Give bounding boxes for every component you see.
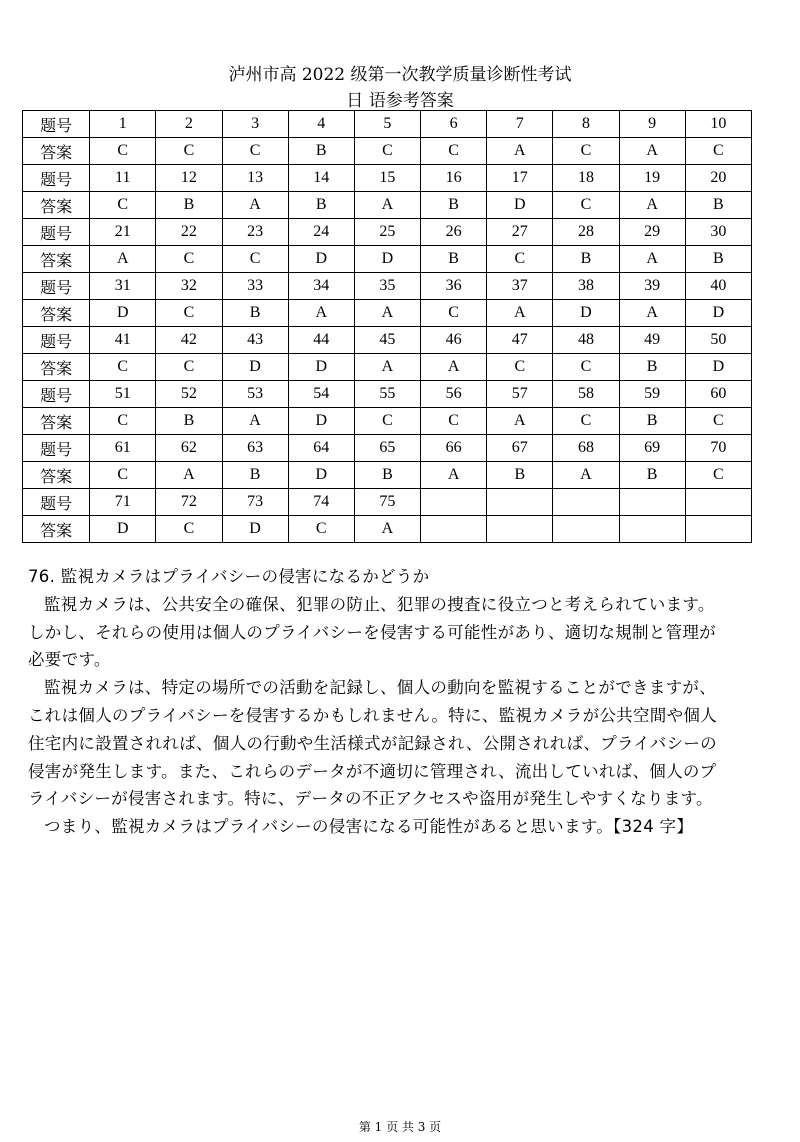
question-number-cell: 48	[553, 327, 619, 354]
question-number-cell: 47	[487, 327, 553, 354]
answer-cell: C	[553, 408, 619, 435]
document-title: 泸州市高 2022 级第一次教学质量诊断性考试	[228, 65, 572, 85]
answer-cell: D	[354, 246, 420, 273]
question-number-cell: 36	[421, 273, 487, 300]
answer-cell: B	[288, 138, 354, 165]
answer-cell	[553, 516, 619, 543]
row-label: 答案	[23, 300, 90, 327]
row-label: 题号	[23, 327, 90, 354]
answer-cell: A	[619, 246, 685, 273]
answer-cell: A	[354, 516, 420, 543]
question-number-cell: 7	[487, 111, 553, 138]
question-number-cell	[619, 489, 685, 516]
question-number-cell: 6	[421, 111, 487, 138]
question-number-cell: 13	[222, 165, 288, 192]
answer-cell: C	[421, 300, 487, 327]
answer-cell: A	[222, 408, 288, 435]
question-number-cell: 11	[90, 165, 156, 192]
answer-cell: C	[222, 246, 288, 273]
question-number-cell: 19	[619, 165, 685, 192]
question-number-cell: 5	[354, 111, 420, 138]
question-number-cell: 17	[487, 165, 553, 192]
question-number-cell: 67	[487, 435, 553, 462]
answer-cell: C	[156, 354, 222, 381]
answer-cell	[619, 516, 685, 543]
question-number-cell: 10	[685, 111, 751, 138]
question-number-cell	[487, 489, 553, 516]
question-number-row	[23, 165, 752, 192]
question-number-cell: 28	[553, 219, 619, 246]
answer-cell: A	[90, 246, 156, 273]
answer-cell: A	[487, 138, 553, 165]
question-number-cell: 39	[619, 273, 685, 300]
row-label: 题号	[23, 435, 90, 462]
question-number-cell: 42	[156, 327, 222, 354]
answer-cell: C	[156, 246, 222, 273]
answer-cell: B	[487, 462, 553, 489]
question-number-cell: 40	[685, 273, 751, 300]
question-number-cell: 14	[288, 165, 354, 192]
answer-cell: B	[619, 354, 685, 381]
answer-cell: A	[619, 192, 685, 219]
question-number-row	[23, 435, 752, 462]
question-number-cell: 44	[288, 327, 354, 354]
answer-cell: C	[156, 300, 222, 327]
answer-cell: C	[487, 354, 553, 381]
essay-line: 必要です。	[28, 650, 111, 670]
row-label: 题号	[23, 489, 90, 516]
essay-line: これは個人のプライバシーを侵害するかもしれません。特に、監視カメラが公共空間や個人	[28, 705, 717, 725]
answer-cell: B	[685, 192, 751, 219]
answer-cell: C	[421, 408, 487, 435]
answer-cell: C	[553, 354, 619, 381]
question-number-cell	[421, 489, 487, 516]
question-number-cell: 22	[156, 219, 222, 246]
answer-cell: A	[156, 462, 222, 489]
question-number-cell: 9	[619, 111, 685, 138]
row-label: 答案	[23, 516, 90, 543]
question-number-cell: 50	[685, 327, 751, 354]
row-label: 答案	[23, 138, 90, 165]
answer-cell: B	[354, 462, 420, 489]
answer-cell: D	[288, 246, 354, 273]
row-label: 题号	[23, 111, 90, 138]
answer-cell: C	[222, 138, 288, 165]
question-number-cell: 21	[90, 219, 156, 246]
question-number-cell: 56	[421, 381, 487, 408]
answer-cell: D	[685, 354, 751, 381]
question-number-cell: 31	[90, 273, 156, 300]
question-number-cell: 71	[90, 489, 156, 516]
question-number-cell: 30	[685, 219, 751, 246]
answer-cell: D	[222, 516, 288, 543]
question-number-cell: 8	[553, 111, 619, 138]
question-number-cell: 54	[288, 381, 354, 408]
row-label: 答案	[23, 246, 90, 273]
question-number-cell: 59	[619, 381, 685, 408]
page-number: 第 1 页 共 3 页	[358, 1120, 442, 1134]
question-number-row	[23, 219, 752, 246]
answer-cell: A	[487, 408, 553, 435]
question-number-row	[23, 273, 752, 300]
answer-cell: A	[619, 138, 685, 165]
question-number-cell: 68	[553, 435, 619, 462]
question-number-row	[23, 111, 752, 138]
question-number-row	[23, 489, 752, 516]
question-number-cell	[685, 489, 751, 516]
question-number-cell: 33	[222, 273, 288, 300]
question-number-cell: 61	[90, 435, 156, 462]
question-number-cell: 62	[156, 435, 222, 462]
row-label: 答案	[23, 408, 90, 435]
answer-cell: C	[90, 462, 156, 489]
essay-line: 監視カメラは、特定の場所での活動を記録し、個人の動向を監視することができますが、	[44, 678, 716, 698]
essay-section	[28, 563, 788, 837]
answer-cell: A	[354, 354, 420, 381]
question-number-cell: 74	[288, 489, 354, 516]
answer-cell: B	[156, 408, 222, 435]
answer-cell: C	[553, 138, 619, 165]
question-number-cell: 41	[90, 327, 156, 354]
question-number-cell: 35	[354, 273, 420, 300]
essay-line: 監視カメラは、公共安全の確保、犯罪の防止、犯罪の捜査に役立つと考えられています。	[44, 594, 715, 614]
answer-cell: D	[90, 300, 156, 327]
answer-cell: B	[288, 192, 354, 219]
answer-cell: C	[553, 192, 619, 219]
question-number-cell: 65	[354, 435, 420, 462]
row-label: 答案	[23, 192, 90, 219]
document-subtitle: 日 语参考答案	[346, 91, 454, 111]
answer-cell: C	[685, 138, 751, 165]
question-number-cell: 26	[421, 219, 487, 246]
answer-cell: C	[156, 138, 222, 165]
question-number-cell: 72	[156, 489, 222, 516]
row-label: 答案	[23, 354, 90, 381]
row-label: 题号	[23, 219, 90, 246]
answer-cell: C	[90, 138, 156, 165]
answer-cell: C	[90, 192, 156, 219]
question-number-cell: 63	[222, 435, 288, 462]
question-number-cell: 18	[553, 165, 619, 192]
question-number-cell: 32	[156, 273, 222, 300]
question-number-cell: 73	[222, 489, 288, 516]
row-label: 答案	[23, 462, 90, 489]
question-number-cell: 34	[288, 273, 354, 300]
answer-row	[23, 408, 752, 435]
essay-line: ライバシーが侵害されます。特に、データの不正アクセスや盗用が発生しやすくなります。	[28, 789, 713, 809]
answer-cell: C	[421, 138, 487, 165]
question-number-cell: 3	[222, 111, 288, 138]
answer-cell: D	[288, 408, 354, 435]
question-number-cell: 37	[487, 273, 553, 300]
question-number-cell: 25	[354, 219, 420, 246]
answer-row	[23, 192, 752, 219]
answer-cell: C	[487, 246, 553, 273]
answer-cell: A	[619, 300, 685, 327]
question-number-cell: 75	[354, 489, 420, 516]
answer-cell: D	[685, 300, 751, 327]
question-number-row	[23, 327, 752, 354]
answer-row	[23, 354, 752, 381]
answer-table	[22, 110, 752, 543]
answer-cell: D	[288, 354, 354, 381]
answer-cell: C	[156, 516, 222, 543]
answer-cell: A	[487, 300, 553, 327]
question-number-cell: 52	[156, 381, 222, 408]
answer-cell: B	[685, 246, 751, 273]
answer-cell: D	[90, 516, 156, 543]
question-number-cell	[553, 489, 619, 516]
answer-cell: A	[354, 192, 420, 219]
question-number-cell: 2	[156, 111, 222, 138]
answer-row	[23, 246, 752, 273]
question-number-cell: 38	[553, 273, 619, 300]
answer-row	[23, 138, 752, 165]
answer-cell: B	[156, 192, 222, 219]
question-number-cell: 45	[354, 327, 420, 354]
question-number-cell: 51	[90, 381, 156, 408]
answer-cell: D	[487, 192, 553, 219]
answer-cell: A	[354, 300, 420, 327]
answer-cell: A	[421, 354, 487, 381]
question-number-cell: 24	[288, 219, 354, 246]
answer-cell: C	[685, 462, 751, 489]
question-number-cell: 12	[156, 165, 222, 192]
question-number-cell: 43	[222, 327, 288, 354]
essay-line: 侵害が発生します。また、これらのデータが不適切に管理され、流出していれば、個人のプ	[28, 761, 717, 781]
question-number-cell: 60	[685, 381, 751, 408]
question-number-cell: 64	[288, 435, 354, 462]
answer-cell: B	[222, 300, 288, 327]
answer-cell: C	[354, 138, 420, 165]
question-number-row	[23, 381, 752, 408]
answer-cell: D	[553, 300, 619, 327]
answer-row	[23, 300, 752, 327]
question-number-cell: 46	[421, 327, 487, 354]
question-number-cell: 4	[288, 111, 354, 138]
question-number-cell: 27	[487, 219, 553, 246]
question-number-cell: 55	[354, 381, 420, 408]
question-number-cell: 69	[619, 435, 685, 462]
answer-cell: C	[685, 408, 751, 435]
question-number-cell: 57	[487, 381, 553, 408]
question-number-cell: 66	[421, 435, 487, 462]
answer-cell	[685, 516, 751, 543]
answer-cell: B	[619, 462, 685, 489]
essay-heading: 76. 監視カメラはプライバシーの侵害になるかどうか	[28, 567, 430, 586]
answer-row	[23, 462, 752, 489]
answer-cell: B	[553, 246, 619, 273]
answer-cell: D	[288, 462, 354, 489]
answer-cell: A	[288, 300, 354, 327]
row-label: 题号	[23, 381, 90, 408]
answer-cell	[487, 516, 553, 543]
answer-cell: A	[421, 462, 487, 489]
answer-cell: C	[90, 408, 156, 435]
question-number-cell: 58	[553, 381, 619, 408]
question-number-cell: 23	[222, 219, 288, 246]
essay-line: しかし、それらの使用は個人のプライバシーを侵害する可能性があり、適切な規制と管理が	[28, 622, 716, 642]
answer-cell: C	[90, 354, 156, 381]
question-number-cell: 70	[685, 435, 751, 462]
answer-cell: B	[421, 246, 487, 273]
question-number-cell: 29	[619, 219, 685, 246]
question-number-cell: 15	[354, 165, 420, 192]
question-number-cell: 1	[90, 111, 156, 138]
answer-row	[23, 516, 752, 543]
question-number-cell: 20	[685, 165, 751, 192]
answer-cell: B	[619, 408, 685, 435]
answer-cell: A	[553, 462, 619, 489]
answer-cell: A	[222, 192, 288, 219]
answer-cell: B	[421, 192, 487, 219]
essay-line: 住宅内に設置されれば、個人の行動や生活様式が記録され、公開されれば、プライバシーの	[28, 733, 717, 753]
question-number-cell: 49	[619, 327, 685, 354]
answer-cell: B	[222, 462, 288, 489]
answer-cell: C	[354, 408, 420, 435]
question-number-cell: 16	[421, 165, 487, 192]
row-label: 题号	[23, 165, 90, 192]
answer-cell: D	[222, 354, 288, 381]
answer-cell: C	[288, 516, 354, 543]
question-number-cell: 53	[222, 381, 288, 408]
row-label: 题号	[23, 273, 90, 300]
answer-cell	[421, 516, 487, 543]
essay-line: つまり、監視カメラはプライバシーの侵害になる可能性があると思います。【324 字】	[44, 817, 694, 837]
